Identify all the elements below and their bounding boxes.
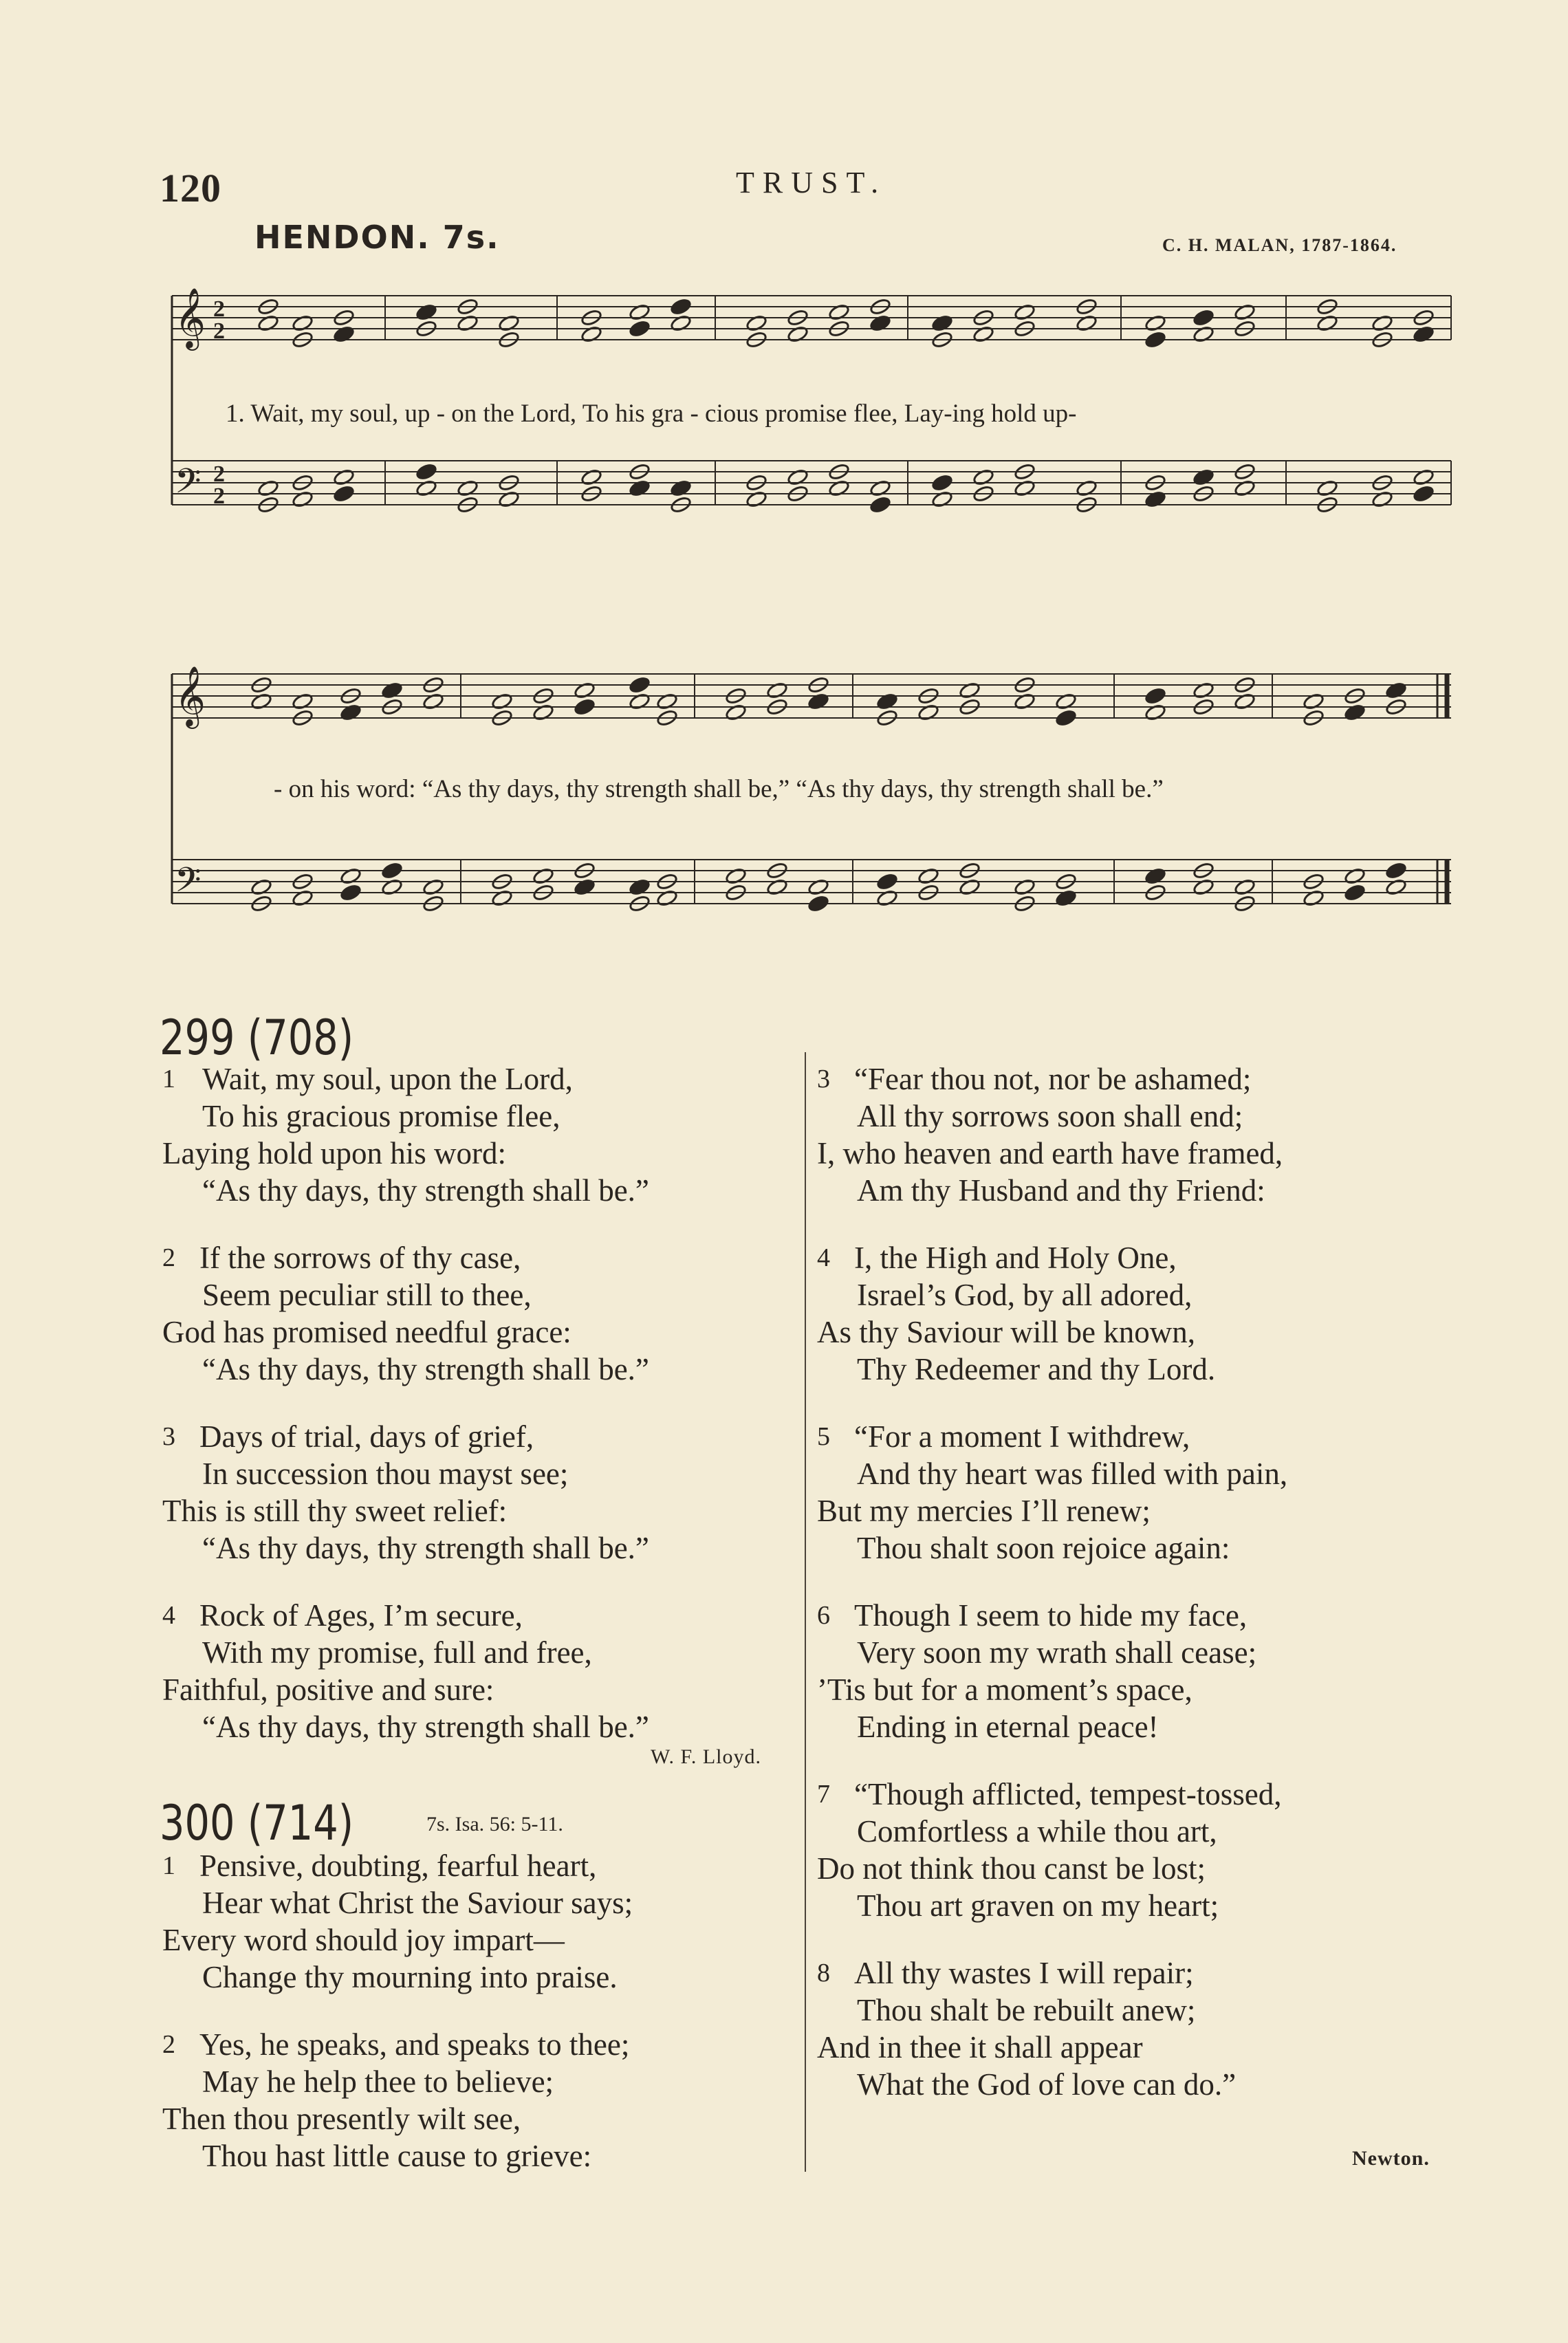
- hymn-299-verses: [162, 1060, 795, 1776]
- verse-6: 6 Though I seem to hide my face, Very soon my wrath shall cease; ’Tis but for a moment’s space, Ending in eternal peace!: [817, 1598, 1257, 1744]
- svg-text:2: 2: [213, 318, 225, 344]
- composer-credit: C. H. MALAN, 1787-1864.: [1162, 235, 1397, 255]
- bass-clef-icon: 𝄢: [175, 860, 202, 908]
- column-divider: [805, 1052, 806, 2172]
- page-number: 120: [160, 166, 221, 210]
- verse-4: 4 Rock of Ages, I’m secure, With my promise, full and free, Faithful, positive and sure: “As thy days, thy strength shall be.”: [162, 1598, 649, 1744]
- hymn-300-verses-right: [817, 1060, 1463, 2133]
- hymn-300-attribution: Newton.: [1352, 2147, 1430, 2170]
- music-score: [158, 254, 1465, 956]
- hymn-300-number: 300 (714): [160, 1795, 354, 1851]
- hymn-299-attribution: W. F. Lloyd.: [651, 1745, 762, 1768]
- verse-2: 2 If the sorrows of thy case, Seem peculiar still to thee, God has promised needful grace: “As thy days, thy strength shall be.”: [162, 1241, 649, 1386]
- verse-5: 5 “For a moment I withdrew, And thy heart was filled with pain, But my mercies I’ll renew; Thou shalt soon rejoice again:: [817, 1419, 1288, 1565]
- treble-clef-icon: 𝄞: [175, 287, 206, 348]
- verse-7: 7 “Though afflicted, tempest-tossed, Comfortless a while thou art, Do not think thou canst be lost; Thou art graven on my heart;: [817, 1777, 1282, 1923]
- hymn-300-meter: 7s. Isa. 56: 5-11.: [426, 1813, 563, 1835]
- verse-4: 4 I, the High and Holy One, Israel’s God, by all adored, As thy Saviour will be known, Thy Redeemer and thy Lord.: [817, 1241, 1216, 1386]
- treble-staff-1: [172, 296, 1451, 340]
- tune-name: HENDON. 7s.: [254, 219, 500, 256]
- svg-text:2: 2: [213, 461, 225, 487]
- music-lyric-line-2: - on his word: “As thy days, thy strength shall be,” “As thy days, thy strength shall be.”: [274, 775, 1164, 803]
- treble-staff-2: [172, 674, 1451, 718]
- bass-clef-icon: 𝄢: [175, 461, 202, 510]
- verse-2: 2 Yes, he speaks, and speaks to thee; May he help thee to believe; Then thou presently wilt see, Thou hast little cause to grieve:: [162, 2027, 630, 2173]
- music-lyric-line-1: 1. Wait, my soul, up - on the Lord, To his gra - cious promise flee, Lay-ing hold up-: [226, 400, 1077, 428]
- verse-1: 1 Wait, my soul, upon the Lord, To his gracious promise flee, Laying hold upon his word: “As thy days, thy strength shall be.”: [162, 1062, 649, 1208]
- hymn-300-verses-left: [162, 1847, 795, 2205]
- hymn-299-number: 299 (708): [160, 1010, 354, 1066]
- verse-3: 3 Days of trial, days of grief, In succession thou mayst see; This is still thy sweet relief: “As thy days, thy strength shall be.”: [162, 1419, 649, 1565]
- section-title: TRUST.: [736, 166, 887, 199]
- svg-text:2: 2: [213, 483, 225, 509]
- svg-text:2: 2: [213, 296, 225, 322]
- bass-staff-1: [172, 461, 1451, 505]
- treble-clef-icon: 𝄞: [175, 665, 206, 726]
- verse-8: 8 All thy wastes I will repair; Thou shalt be rebuilt anew; And in thee it shall appear What the God of love can do.”: [817, 1956, 1237, 2102]
- verse-1: 1 Pensive, doubting, fearful heart, Hear what Christ the Saviour says; Every word should joy impart— Change thy mourning into praise.: [162, 1849, 633, 1994]
- verse-3: 3 “Fear thou not, nor be ashamed; All thy sorrows soon shall end; I, who heaven and earth have framed, Am thy Husband and thy Friend:: [817, 1062, 1283, 1208]
- bass-staff-2: [172, 860, 1451, 904]
